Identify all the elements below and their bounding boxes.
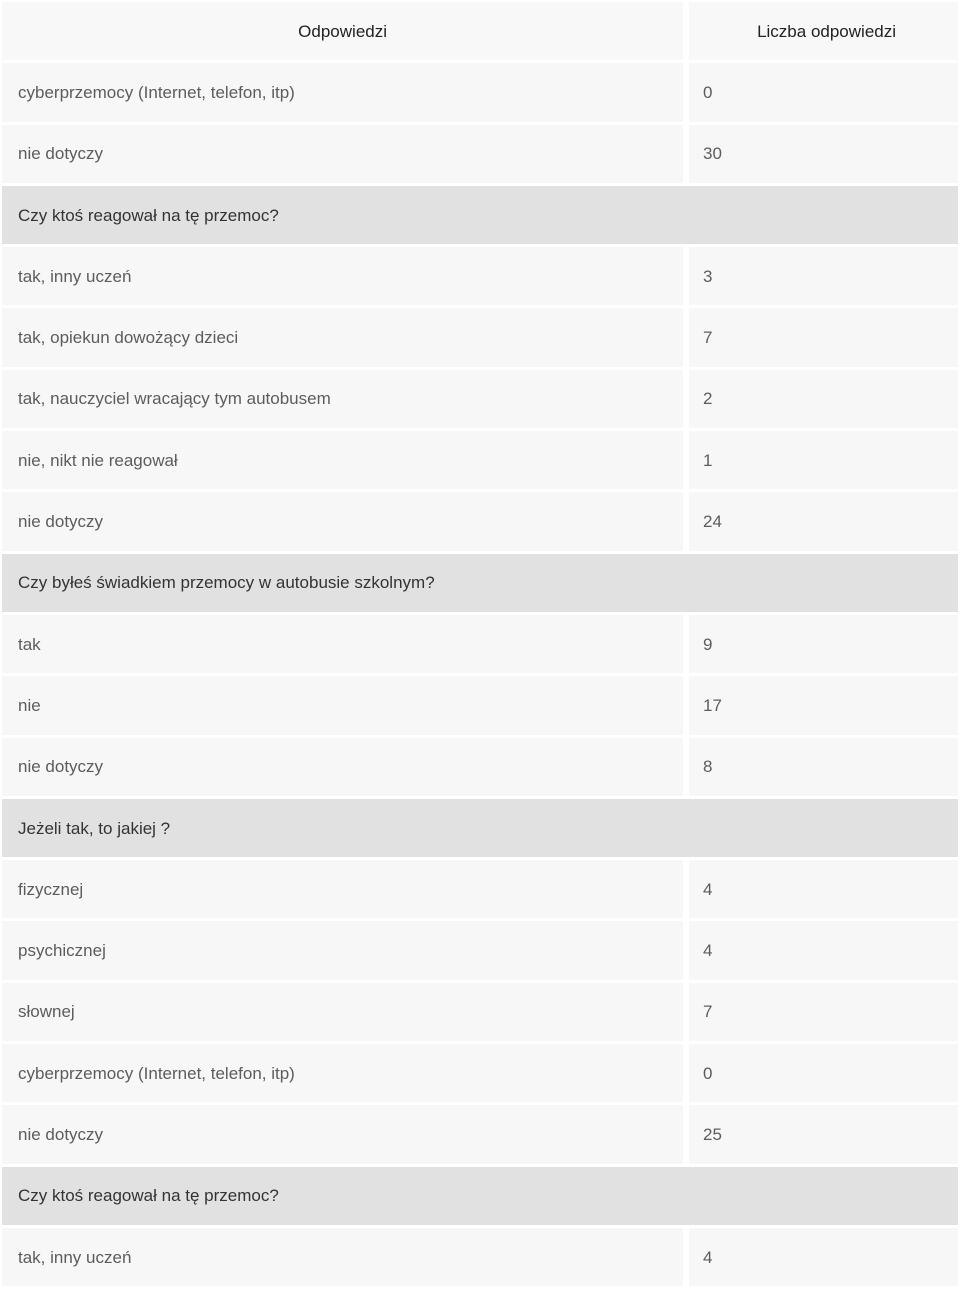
table-row bbox=[2, 431, 958, 492]
answer-label: psychicznej bbox=[2, 921, 689, 982]
answer-count: 30 bbox=[689, 125, 958, 186]
answer-label: nie dotyczy bbox=[2, 125, 689, 186]
answer-label: tak, opiekun dowożący dzieci bbox=[2, 308, 689, 369]
answer-label: tak, inny uczeń bbox=[2, 1228, 689, 1289]
table-row bbox=[2, 860, 958, 921]
answer-count: 9 bbox=[689, 615, 958, 676]
answer-count: 4 bbox=[689, 860, 958, 921]
answer-count: 7 bbox=[689, 308, 958, 369]
answer-label: nie dotyczy bbox=[2, 1105, 689, 1166]
question-row bbox=[2, 186, 958, 247]
answer-label: nie dotyczy bbox=[2, 492, 689, 553]
table-row bbox=[2, 247, 958, 308]
table-row bbox=[2, 983, 958, 1044]
answer-count: 2 bbox=[689, 370, 958, 431]
table-header-row bbox=[2, 2, 958, 63]
answer-label: fizycznej bbox=[2, 860, 689, 921]
question-text: Czy ktoś reagował na tę przemoc? bbox=[2, 1167, 958, 1228]
answer-count: 25 bbox=[689, 1105, 958, 1166]
table-row bbox=[2, 1044, 958, 1105]
answer-label: nie dotyczy bbox=[2, 738, 689, 799]
answer-label: tak, nauczyciel wracający tym autobusem bbox=[2, 370, 689, 431]
question-text: Jeżeli tak, to jakiej ? bbox=[2, 799, 958, 860]
answer-count: 24 bbox=[689, 492, 958, 553]
answer-label: nie, nikt nie reagował bbox=[2, 431, 689, 492]
answer-count: 1 bbox=[689, 431, 958, 492]
table-row bbox=[2, 308, 958, 369]
table-row bbox=[2, 1228, 958, 1289]
answer-count: 3 bbox=[689, 247, 958, 308]
table-row bbox=[2, 492, 958, 553]
answer-label: tak bbox=[2, 615, 689, 676]
question-row bbox=[2, 1167, 958, 1228]
answer-count: 0 bbox=[689, 63, 958, 124]
answer-count: 8 bbox=[689, 738, 958, 799]
question-text: Czy ktoś reagował na tę przemoc? bbox=[2, 186, 958, 247]
answer-label: tak, inny uczeń bbox=[2, 247, 689, 308]
table-row bbox=[2, 125, 958, 186]
column-header-answers: Odpowiedzi bbox=[2, 2, 689, 63]
table-row bbox=[2, 738, 958, 799]
answer-label: cyberprzemocy (Internet, telefon, itp) bbox=[2, 1044, 689, 1105]
table-row bbox=[2, 615, 958, 676]
answer-count: 4 bbox=[689, 921, 958, 982]
question-row bbox=[2, 554, 958, 615]
column-header-counts: Liczba odpowiedzi bbox=[689, 2, 958, 63]
answer-count: 0 bbox=[689, 1044, 958, 1105]
table-row bbox=[2, 63, 958, 124]
answer-count: 17 bbox=[689, 676, 958, 737]
table-row bbox=[2, 1105, 958, 1166]
question-row bbox=[2, 799, 958, 860]
table-row bbox=[2, 370, 958, 431]
answer-count: 4 bbox=[689, 1228, 958, 1289]
answer-label: słownej bbox=[2, 983, 689, 1044]
answer-count: 7 bbox=[689, 983, 958, 1044]
answer-label: nie bbox=[2, 676, 689, 737]
answer-label: cyberprzemocy (Internet, telefon, itp) bbox=[2, 63, 689, 124]
question-text: Czy byłeś świadkiem przemocy w autobusie szkolnym? bbox=[2, 554, 958, 615]
table-body bbox=[0, 63, 960, 1289]
table-row bbox=[2, 676, 958, 737]
table-row bbox=[2, 921, 958, 982]
